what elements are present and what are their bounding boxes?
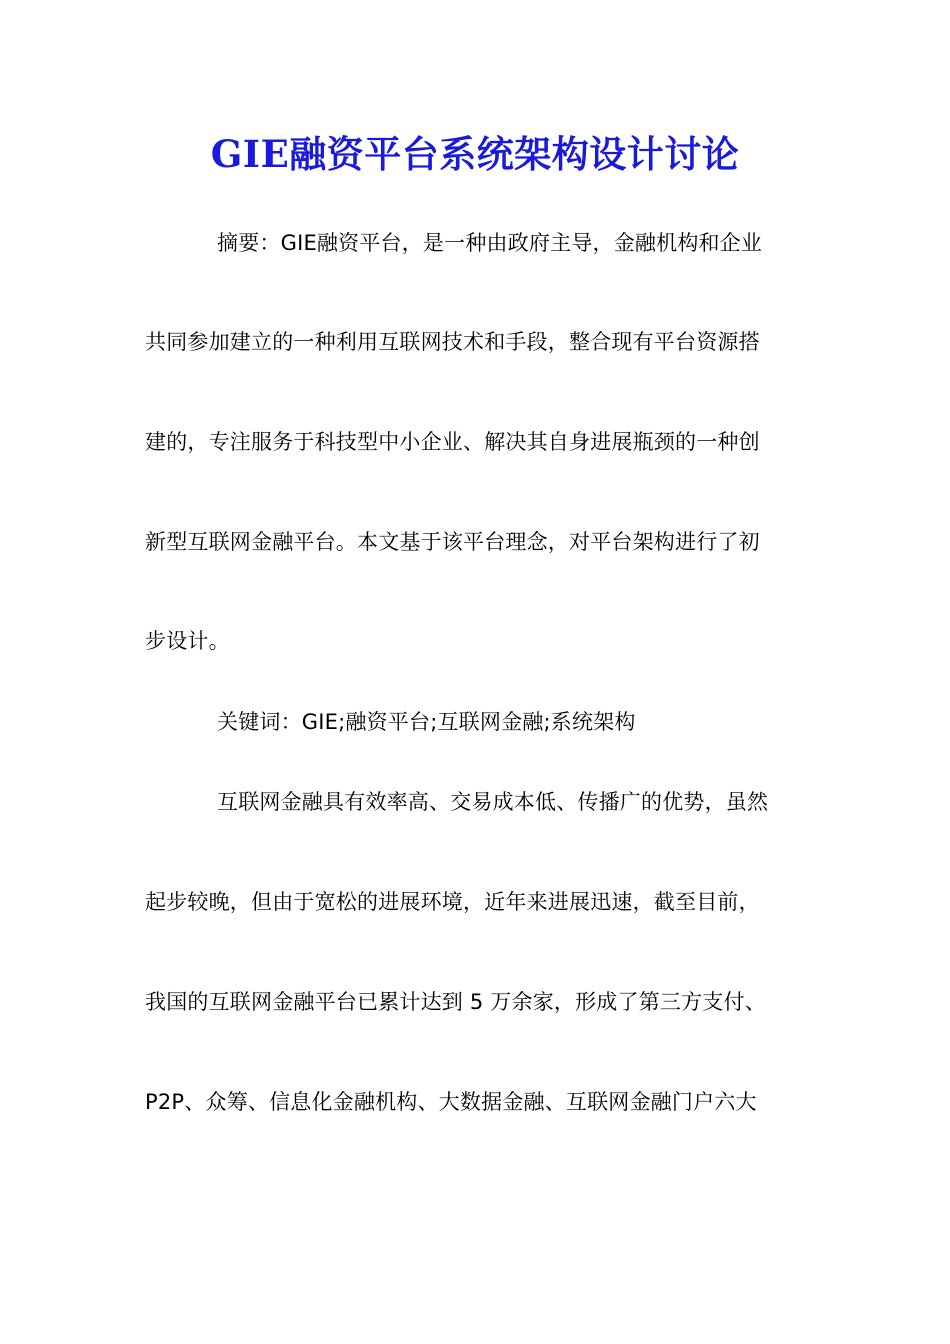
body-line-2: 起步较晚，但由于宽松的进展环境，近年来进展迅速，截至目前， [145, 890, 760, 914]
abstract-line-5: 步设计。 [145, 629, 230, 653]
abstract-line-4: 新型互联网金融平台。本文基于该平台理念，对平台架构进行了初 [145, 530, 760, 554]
body-line-4: P2P、众筹、信息化金融机构、大数据金融、互联网金融门户六大 [145, 1090, 757, 1114]
keywords-line: 关键词：GIE;融资平台;互联网金融;系统架构 [217, 710, 636, 734]
abstract-line-3: 建的，专注服务于科技型中小企业、解决其自身进展瓶颈的一种创 [145, 430, 760, 454]
body-line-3: 我国的互联网金融平台已累计达到 5 万余家，形成了第三方支付、 [145, 990, 766, 1014]
document-title: GIE融资平台系统架构设计讨论 [210, 132, 740, 176]
body-line-1: 互联网金融具有效率高、交易成本低、传播广的优势，虽然 [217, 790, 769, 814]
abstract-line-2: 共同参加建立的一种利用互联网技术和手段，整合现有平台资源搭 [145, 330, 760, 354]
abstract-line-1: 摘要：GIE融资平台，是一种由政府主导，金融机构和企业 [217, 231, 763, 255]
